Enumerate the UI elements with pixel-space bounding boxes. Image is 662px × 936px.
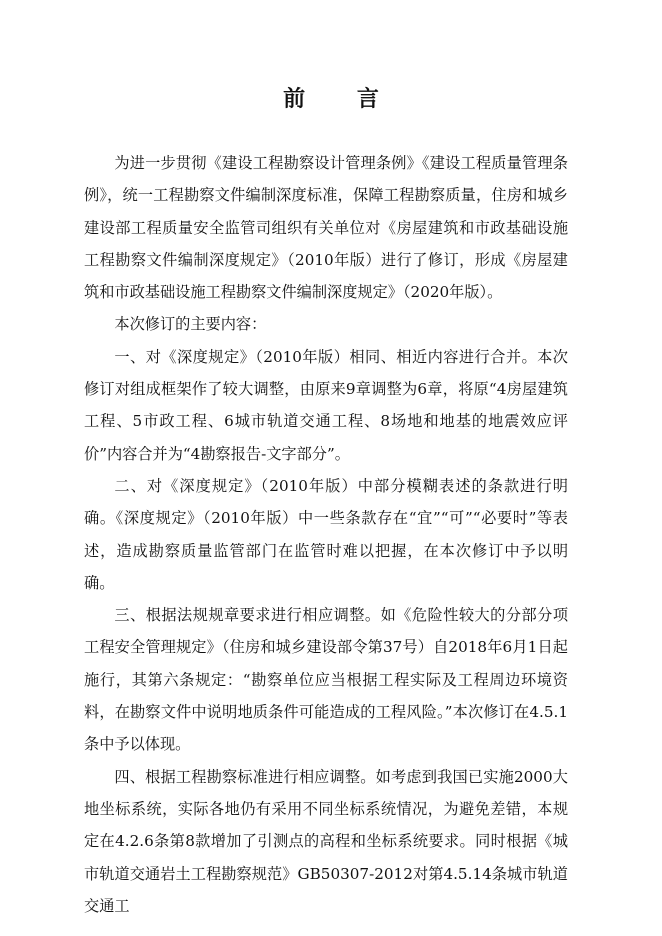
paragraph-item-4: 四、根据工程勘察标准进行相应调整。如考虑到我国已实施2000大地坐标系统，实际各地仍有采用不同坐标系统情况，为避免差错，本规定在4.2.6条第8款增加了引测点的高程和坐标系统要求。同时根据《城市轨道交通岩土工程勘察规范》GB50307-2012对第4.5.14条城市轨道交通工 (84, 767, 568, 915)
paragraph-item-3: 三、根据法规规章要求进行相应调整。如《危险性较大的分部分项工程安全管理规定》（住房和城乡建设部令第37号）自2018年6月1日起施行，其第六条规定：“勘察单位应当根据工程实际及工程周边环境资料，在勘察文件中说明地质条件可能造成的工程风险。”本次修订在4.5.1条中予以体现。 (84, 606, 568, 754)
paragraph-revision-heading: 本次修订的主要内容： (114, 315, 267, 334)
paragraph-item-1: 一、对《深度规定》（2010年版）相同、相近内容进行合并。本次修订对组成框架作了较大调整，由原来9章调整为6章，将原“4房屋建筑工程、5市政工程、6城市轨道交通工程、8场地和地基的地震效应评价”内容合并为“4勘察报告-文字部分”。 (84, 347, 568, 463)
page-title: 前 言 (283, 86, 401, 112)
paragraph-item-2: 二、对《深度规定》（2010年版）中部分模糊表述的条款进行明确。《深度规定》（2010年版）中一些条款存在“宜”“可”“必要时”等表述，造成勘察质量监管部门在监管时难以把握，在本次修订中予以明确。 (84, 476, 568, 592)
document-body (84, 147, 568, 922)
paragraph-intro: 为进一步贯彻《建设工程勘察设计管理条例》《建设工程质量管理条例》，统一工程勘察文件编制深度标准，保障工程勘察质量，住房和城乡建设部工程质量安全监管司组织有关单位对《房屋建筑和市政基础设施工程勘察文件编制深度规定》（2010年版）进行了修订，形成《房屋建筑和市政基础设施工程勘察文件编制深度规定》（2020年版）。 (84, 154, 568, 302)
